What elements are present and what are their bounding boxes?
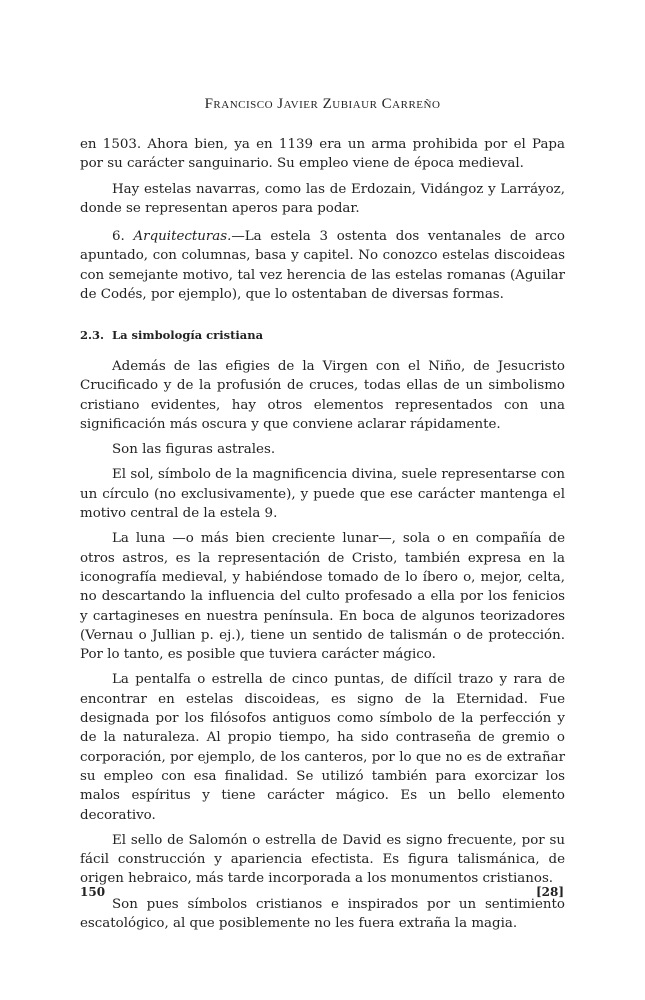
- bracket-number: [28]: [535, 885, 564, 899]
- paragraph: en 1503. Ahora bien, ya en 1139 era un arma prohibida por el Papa por su carácter sanguinario. Su empleo viene de época medieval.: [80, 137, 565, 172]
- item-title: Arquitecturas.: [133, 229, 232, 245]
- section-number: 2.3.: [80, 328, 105, 342]
- paragraph: El sello de Salomón o estrella de David es signo frecuente, por su fácil construcción y apariencia efectista. Es figura talismánica, de origen hebraico, más tarde incorporada a los monumentos cristianos.: [80, 832, 565, 887]
- item-body: —La estela 3 ostenta dos ventanales de arco apuntado, con columnas, basa y capitel. No conozco estelas discoideas con semejante motivo, tal vez herencia de las estelas romanas (Aguilar de Codés, por ejemplo), que lo ostentaban de diversas formas.: [80, 229, 565, 303]
- section-body: [80, 357, 565, 933]
- paragraph: Hay estelas navarras, como las de Erdozain, Vidángoz y Larráyoz, donde se representan aperos para podar.: [80, 181, 565, 216]
- page-number: 150: [80, 885, 106, 899]
- continued-text: [80, 135, 565, 304]
- item-number: 6.: [112, 229, 125, 245]
- paragraph: La pentalfa o estrella de cinco puntas, de difícil trazo y rara de encontrar en estelas discoideas, es signo de la Eternidad. Fue designada por los filósofos antiguos como símbolo de la perfección y de la naturaleza. Al propio tiempo, ha sido contraseña de gremio o corporación, por ejemplo, de los canteros, por lo que no es de extrañar su empleo con esa finalidad. Se utilizó también para exorcizar los malos espíritus y tiene carácter mágico. Es un bello elemento decorativo.: [80, 672, 565, 823]
- paragraph: [80, 227, 565, 304]
- paragraph: El sol, símbolo de la magnificencia divina, suele representarse con un círculo (no exclusivamente), y puede que ese carácter mantenga el motivo central de la estela 9.: [80, 467, 565, 522]
- running-title: Francisco Javier Zubiaur Carreño: [204, 96, 441, 112]
- section-heading: [80, 328, 263, 342]
- paragraph: Son pues símbolos cristianos e inspirados por un sentimiento escatológico, al que posiblemente no les fuera extraña la magia.: [80, 896, 565, 932]
- paragraph: La luna —o más bien creciente lunar—, sola o en compañía de otros astros, es la representación de Cristo, también expresa en la iconografía medieval, y habiéndose tomado de lo íbero o, mejor, celta, no descartando la influencia del culto profesado a ella por los fenicios y cartagineses en nuestra península. En boca de algunos teorizadores (Vernau o Jullian p. ej.), tiene un sentido de talismán o de protección. Por lo tanto, es posible que tuviera carácter mágico.: [80, 531, 565, 663]
- running-head: [0, 96, 645, 113]
- paragraph: Además de las efigies de la Virgen con el Niño, de Jesucristo Crucificado y de la profusión de cruces, todas ellas de un simbolismo cristiano evidentes, hay otros elementos representados con una significación más oscura y que conviene aclarar rápidamente.: [80, 359, 565, 432]
- paragraph: Son las figuras astrales.: [112, 442, 276, 458]
- section-title: La simbología cristiana: [112, 328, 264, 342]
